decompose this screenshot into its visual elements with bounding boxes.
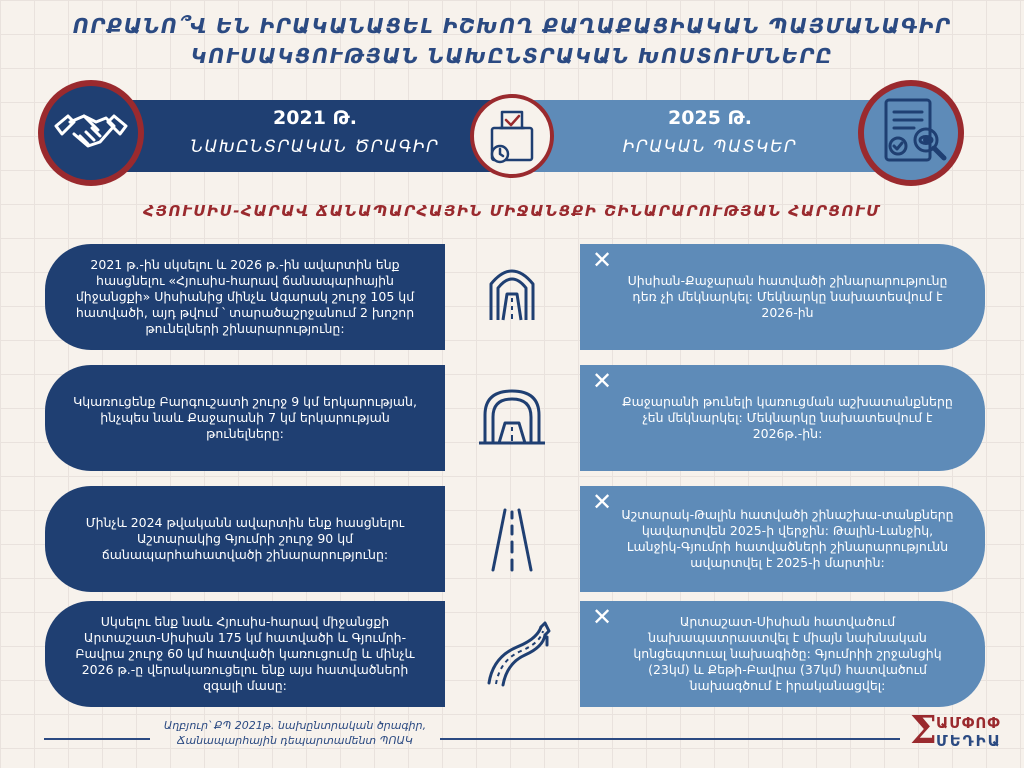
promise-text-3: Մինչև 2024 թվականն ավարտին ենք հասցնելու Աշտարակից Գյումրի շուրջ 90 կմ ճանապարհահատվածի շինարարությունը: <box>85 515 405 562</box>
banner-right-year: 2025 Թ. <box>668 107 752 129</box>
handshake-icon <box>44 86 138 180</box>
page-title-line2: ԿՈՒՍԱԿՑՈՒԹՅԱՆ ՆԱԽԸՆՏՐԱԿԱՆ ԽՈՍՏՈՒՄՆԵՐԸ <box>190 44 834 68</box>
banner-right-subtitle: ԻՐԱԿԱՆ ՊԱՏԿԵՐ <box>622 137 798 157</box>
brand-logo <box>910 708 1020 760</box>
tunnel-icon <box>445 365 580 471</box>
tunnel-road-icon <box>445 244 580 350</box>
reality-text-3: Աշտարակ-Թալին հատվածի շինաշխա-տանքները կավարտվեն 2025-ի վերջին: Թալին-Լանջիկ, Լանջիկ-Գյումրի հատվածների շինարարությունն ավարտվել է 2025-ի մարտին: <box>621 507 954 570</box>
reality-text-4: Արտաշատ-Սիսիան հատվածում նախապատրաստվել է միայն նախնական կոնցեպտուալ նախագիծը: Գյումրիի շրջանցիկ (23կմ) և Քեթի-Բավրա (37կմ) հատվածում նախագծում է իրականացվել: <box>633 614 942 693</box>
promise-text-4: Սկսելու ենք նաև Հյուսիս-հարավ միջանցքի Արտաշատ-Սիսիան 175 կմ հատվածի և Գյումրի- Բավրա շուրջ 60 կմ հատվածի կառուցումը և մինչև 2026 թ.-ը վերակառուցելու ենք այս հատվածների զգալի մասը: <box>75 614 415 693</box>
promise-box-3 <box>45 486 445 592</box>
source-line-2: Ճանապարհային դեպարտամենտ ՊՈԱԿ <box>177 734 413 747</box>
promise-box-1 <box>45 244 445 350</box>
reality-text-1: Սիսիան-Քաջարան հատվածի շինարարությունը դեռ չի մեկնարկել: Մեկնարկը նախատեսվում է 2026-ին <box>627 273 948 320</box>
footer-divider-right <box>440 738 900 740</box>
banner-left-year: 2021 Թ. <box>273 107 357 129</box>
ballot-box-icon <box>474 98 550 174</box>
row-icon-cell-3 <box>445 486 580 592</box>
sigma-icon: Σ <box>910 707 937 752</box>
logo-line-2: ՄԵԴԻԱ <box>936 732 1002 750</box>
footer-divider-left <box>44 738 150 740</box>
close-icon: ✕ <box>592 488 613 516</box>
ballot-circle <box>470 94 554 178</box>
source-line-1: Աղբյուր՝ ՔՊ 2021թ. նախընտրական ծրագիր, <box>163 719 427 732</box>
close-icon: ✕ <box>592 246 613 274</box>
document-magnifier-icon <box>864 86 958 180</box>
row-icon-cell-4 <box>445 601 580 707</box>
logo-line-1: ԱՄՓՈՓ <box>936 714 1001 732</box>
row-icon-cell-2 <box>445 365 580 471</box>
handshake-circle <box>38 80 144 186</box>
reality-box-2 <box>580 365 985 471</box>
highway-icon <box>445 486 580 592</box>
document-review-circle <box>858 80 964 186</box>
promise-box-2 <box>45 365 445 471</box>
page-title-line1: ՈՐՔԱՆՈ՞Վ ԵՆ ԻՐԱԿԱՆԱՑԵԼ ԻՇԽՈՂ ՔԱՂԱՔԱՑԻԱԿԱՆ ՊԱՅՄԱՆԱԳԻՐ <box>72 14 952 38</box>
winding-road-icon <box>445 601 580 707</box>
row-icon-cell-1 <box>445 244 580 350</box>
close-icon: ✕ <box>592 367 613 395</box>
promise-text-2: Կկառուցենք Բարգուշատի շուրջ 9 կմ երկարության, ինչպես նաև Քաջարանի 7 կմ երկարության թունելները: <box>73 394 417 441</box>
reality-box-1 <box>580 244 985 350</box>
reality-text-2: Քաջարանի թունելի կառուցման աշխատանքները չեն մեկնարկել: Մեկնարկը նախատեսվում է 2026թ.-ին: <box>622 394 953 441</box>
promise-box-4 <box>45 601 445 707</box>
section-subtitle: ՀՅՈՒՍԻՍ-ՀԱՐԱՎ ՃԱՆԱՊԱՐՀԱՅԻՆ ՄԻՋԱՆՑՔԻ ՇԻՆԱՐԱՐՈՒԹՅԱՆ ՀԱՐՑՈՒՄ <box>143 202 881 220</box>
banner-left-subtitle: ՆԱԽԸՆՏՐԱԿԱՆ ԾՐԱԳԻՐ <box>190 137 440 157</box>
source-note <box>150 718 440 748</box>
reality-box-4 <box>580 601 985 707</box>
promise-text-1: 2021 թ.-ին սկսելու և 2026 թ.-ին ավարտին ենք հասցնելու «Հյուսիս-հարավ ճանապարհային միջանցքի» Սիսիանից մինչև Ագարակ շուրջ 105 կմ հատվածի, այդ թվում ՝ տարածաշրջանում 2 խոշոր թունելների շինարարությունը: <box>75 257 415 336</box>
close-icon: ✕ <box>592 603 613 631</box>
reality-box-3 <box>580 486 985 592</box>
